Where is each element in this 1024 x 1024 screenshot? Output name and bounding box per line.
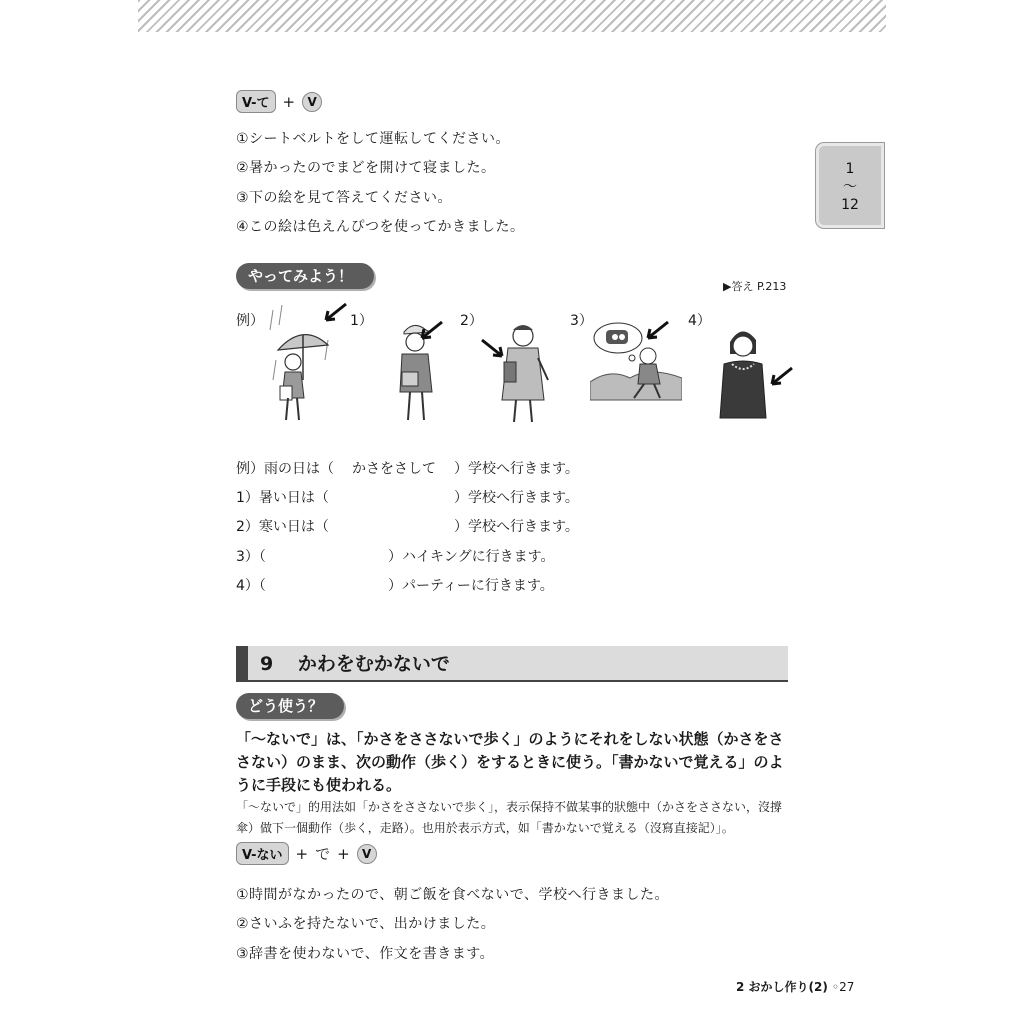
- exercise-label: 3）（: [236, 549, 266, 565]
- usage-banner: どう使う？: [236, 693, 344, 719]
- header-hatch: [138, 0, 886, 32]
- exercise-tail: ）学校へ行きます。: [454, 490, 579, 506]
- example-sentence: ②暑かったのでまどを開けて寝ました。: [236, 160, 496, 176]
- pattern-plus: +: [295, 844, 309, 863]
- figure-label: 3）: [570, 313, 593, 329]
- side-tab-tilde: ～: [843, 179, 857, 195]
- page-footer: [736, 978, 854, 995]
- example-sentence: ②さいふを持たないで、出かけました。: [236, 916, 496, 932]
- exercise-label: 4）（: [236, 578, 266, 594]
- exercise-answer: かさをさして: [352, 461, 436, 477]
- chapter-side-tab[interactable]: [816, 143, 884, 228]
- pattern-plus: +: [282, 92, 296, 111]
- example-sentence: ③辞書を使わないで、作文を書きます。: [236, 946, 495, 962]
- side-tab-start: 1: [845, 161, 855, 177]
- pattern-box: V-ない: [236, 842, 289, 865]
- party-dress-illustration: [718, 322, 770, 422]
- grammar-pattern-naide: [236, 842, 377, 865]
- example-sentence: ④この絵は色えんぴつを使ってかきました。: [236, 219, 525, 235]
- exercise-row: [236, 546, 555, 566]
- example-sentence: ③下の絵を見て答えてください。: [236, 190, 453, 206]
- exercise-row: [236, 516, 579, 536]
- grammar-pattern-te: [236, 90, 322, 113]
- example-sentence: ①シートベルトをして運転してください。: [236, 131, 511, 147]
- exercise-row: [236, 487, 579, 507]
- practice-banner: やってみよう！: [236, 263, 374, 289]
- pattern-circle: V: [357, 844, 377, 864]
- pattern-circle: V: [302, 92, 322, 112]
- exercise-tail: ）学校へ行きます。: [454, 519, 579, 535]
- arrow-icon: [414, 318, 444, 348]
- figure-label: 例）: [236, 313, 264, 329]
- pattern-box: V-て: [236, 90, 276, 113]
- section-heading: [236, 646, 788, 682]
- exercise-label: 例）雨の日は（: [236, 461, 334, 477]
- figure-label: 4）: [688, 313, 711, 329]
- pattern-particle: で: [315, 845, 331, 863]
- figure-label: 1）: [350, 313, 373, 329]
- figure-label: 2）: [460, 313, 483, 329]
- example-sentence: ①時間がなかったので、朝ご飯を食べないで、学校へ行きました。: [236, 887, 669, 903]
- answer-reference[interactable]: ▶答え P.213: [723, 280, 787, 293]
- page-number: ◦27: [832, 980, 855, 994]
- exercise-tail: ）パーティーに行きます。: [388, 578, 554, 594]
- usage-explanation: 「～ないで」は、「かさをささないで歩く」のようにそれをしない状態（かさをささない）のまま、次の動作（歩く）をするときに使う。「書かないで覚える」のように手段にも使われる。: [236, 730, 784, 794]
- exercise-row: [236, 575, 554, 595]
- arrow-icon: [318, 300, 348, 330]
- arrow-icon: [764, 364, 794, 394]
- arrow-icon: [480, 336, 510, 366]
- exercise-row: [236, 458, 579, 478]
- section-number: 9: [260, 653, 274, 675]
- arrow-icon: [640, 318, 670, 348]
- pattern-plus: +: [337, 844, 350, 863]
- exercise-label: 1）暑い日は（: [236, 490, 329, 506]
- section-title: かわをむかないで: [297, 653, 450, 675]
- exercise-tail: ）学校へ行きます。: [454, 461, 579, 477]
- exercise-label: 2）寒い日は（: [236, 519, 329, 535]
- side-tab-end: 12: [841, 197, 859, 213]
- exercise-tail: ）ハイキングに行きます。: [388, 549, 555, 565]
- footer-chapter: 2 おかし作り(2): [736, 980, 828, 994]
- usage-translation: 「～ないで」的用法如「かさをささないで歩く」，表示保持不做某事的狀態中（かさをささない，沒撐傘）做下一個動作（歩く，走路）。也用於表示方式，如「書かないで覚える（沒寫直接記）」。: [236, 800, 783, 835]
